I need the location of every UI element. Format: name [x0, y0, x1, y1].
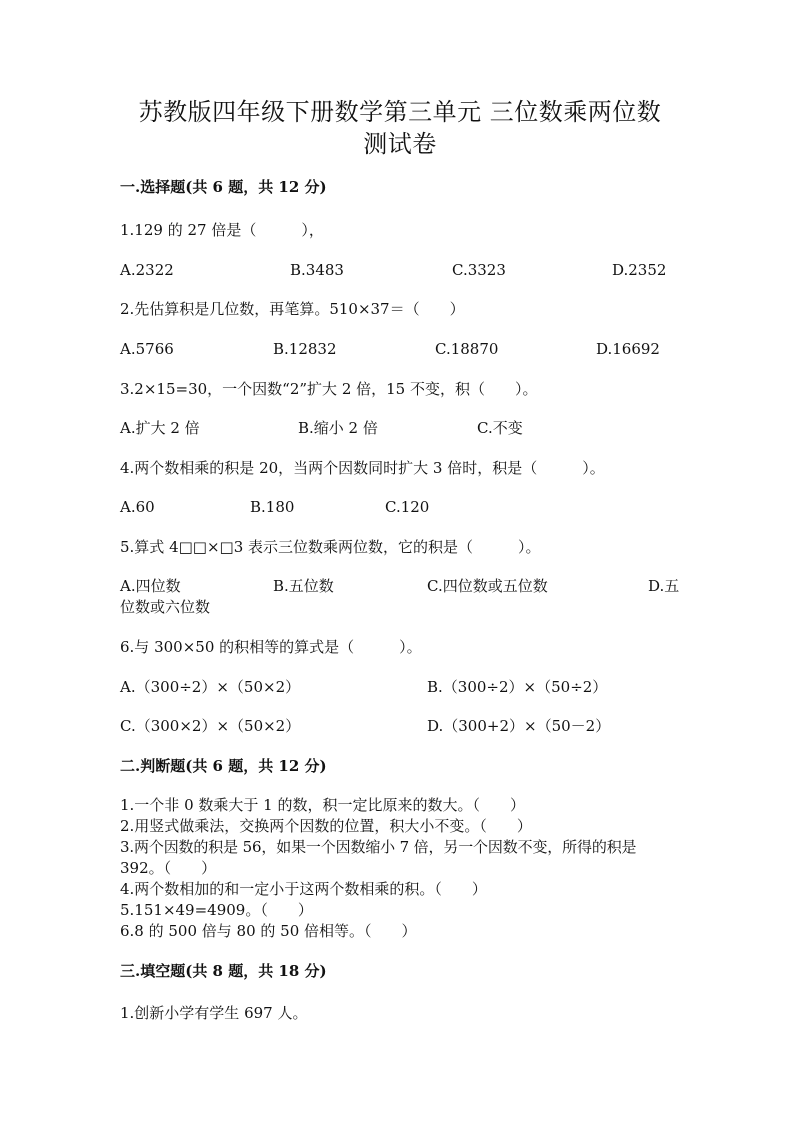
fill-item-1: 1.创新小学有学生 697 人。: [120, 1004, 308, 1022]
option-4c: C.120: [385, 498, 430, 516]
page-title-line2: 测试卷: [363, 130, 437, 158]
question-4: 4.两个数相乘的积是 20，当两个因数同时扩大 3 倍时，积是（ ）。: [120, 459, 605, 477]
option-1a: A.2322: [120, 261, 174, 279]
option-3c: C.不变: [477, 419, 523, 437]
option-2b: B.12832: [273, 340, 337, 358]
question-3: 3.2×15=30，一个因数“2”扩大 2 倍，15 不变，积（ ）。: [120, 380, 538, 398]
question-5: 5.算式 4□□×□3 表示三位数乘两位数，它的积是（ ）。: [120, 538, 541, 556]
option-6d: D.（300+2）×（50－2）: [427, 717, 611, 735]
option-5b: B.五位数: [273, 577, 334, 595]
judgment-item-5: 5.151×49=4909。（ ）: [120, 901, 313, 919]
option-6b: B.（300÷2）×（50÷2）: [427, 678, 608, 696]
option-4b: B.180: [250, 498, 295, 516]
option-3b: B.缩小 2 倍: [298, 419, 378, 437]
question-6: 6.与 300×50 的积相等的算式是（ ）。: [120, 638, 422, 656]
option-2c: C.18870: [435, 340, 499, 358]
judgment-item-3-continued: 392。（ ）: [120, 859, 217, 877]
judgment-item-1: 1.一个非 0 数乘大于 1 的数，积一定比原来的数大。（ ）: [120, 796, 525, 814]
question-2: 2.先估算积是几位数，再笔算。510×37＝（ ）: [120, 300, 465, 318]
option-1b: B.3483: [290, 261, 344, 279]
option-4a: A.60: [120, 498, 155, 516]
section-heading-fill: 三.填空题(共 8 题，共 18 分): [120, 962, 327, 980]
judgment-item-4: 4.两个数相加的和一定小于这两个数相乘的积。（ ）: [120, 880, 487, 898]
option-6a: A.（300÷2）×（50×2）: [120, 678, 301, 696]
option-6c: C.（300×2）×（50×2）: [120, 717, 301, 735]
option-3a: A.扩大 2 倍: [120, 419, 200, 437]
option-5d-continued: 位数或六位数: [120, 598, 211, 616]
judgment-item-2: 2.用竖式做乘法，交换两个因数的位置，积大小不变。（ ）: [120, 817, 532, 835]
option-5a: A.四位数: [120, 577, 181, 595]
section-heading-judgment: 二.判断题(共 6 题，共 12 分): [120, 757, 327, 775]
judgment-item-6: 6.8 的 500 倍与 80 的 50 倍相等。（ ）: [120, 922, 417, 940]
section-heading-choice: 一.选择题(共 6 题，共 12 分): [120, 178, 327, 196]
option-5d: D.五: [648, 577, 680, 595]
page-title-line1: 苏教版四年级下册数学第三单元 三位数乘两位数: [138, 98, 662, 126]
option-5c: C.四位数或五位数: [427, 577, 548, 595]
option-1d: D.2352: [612, 261, 667, 279]
option-2d: D.16692: [596, 340, 660, 358]
option-2a: A.5766: [120, 340, 174, 358]
judgment-item-3: 3.两个因数的积是 56，如果一个因数缩小 7 倍，另一个因数不变，所得的积是: [120, 838, 637, 856]
question-1: 1.129 的 27 倍是（ ），: [120, 221, 324, 239]
option-1c: C.3323: [452, 261, 506, 279]
